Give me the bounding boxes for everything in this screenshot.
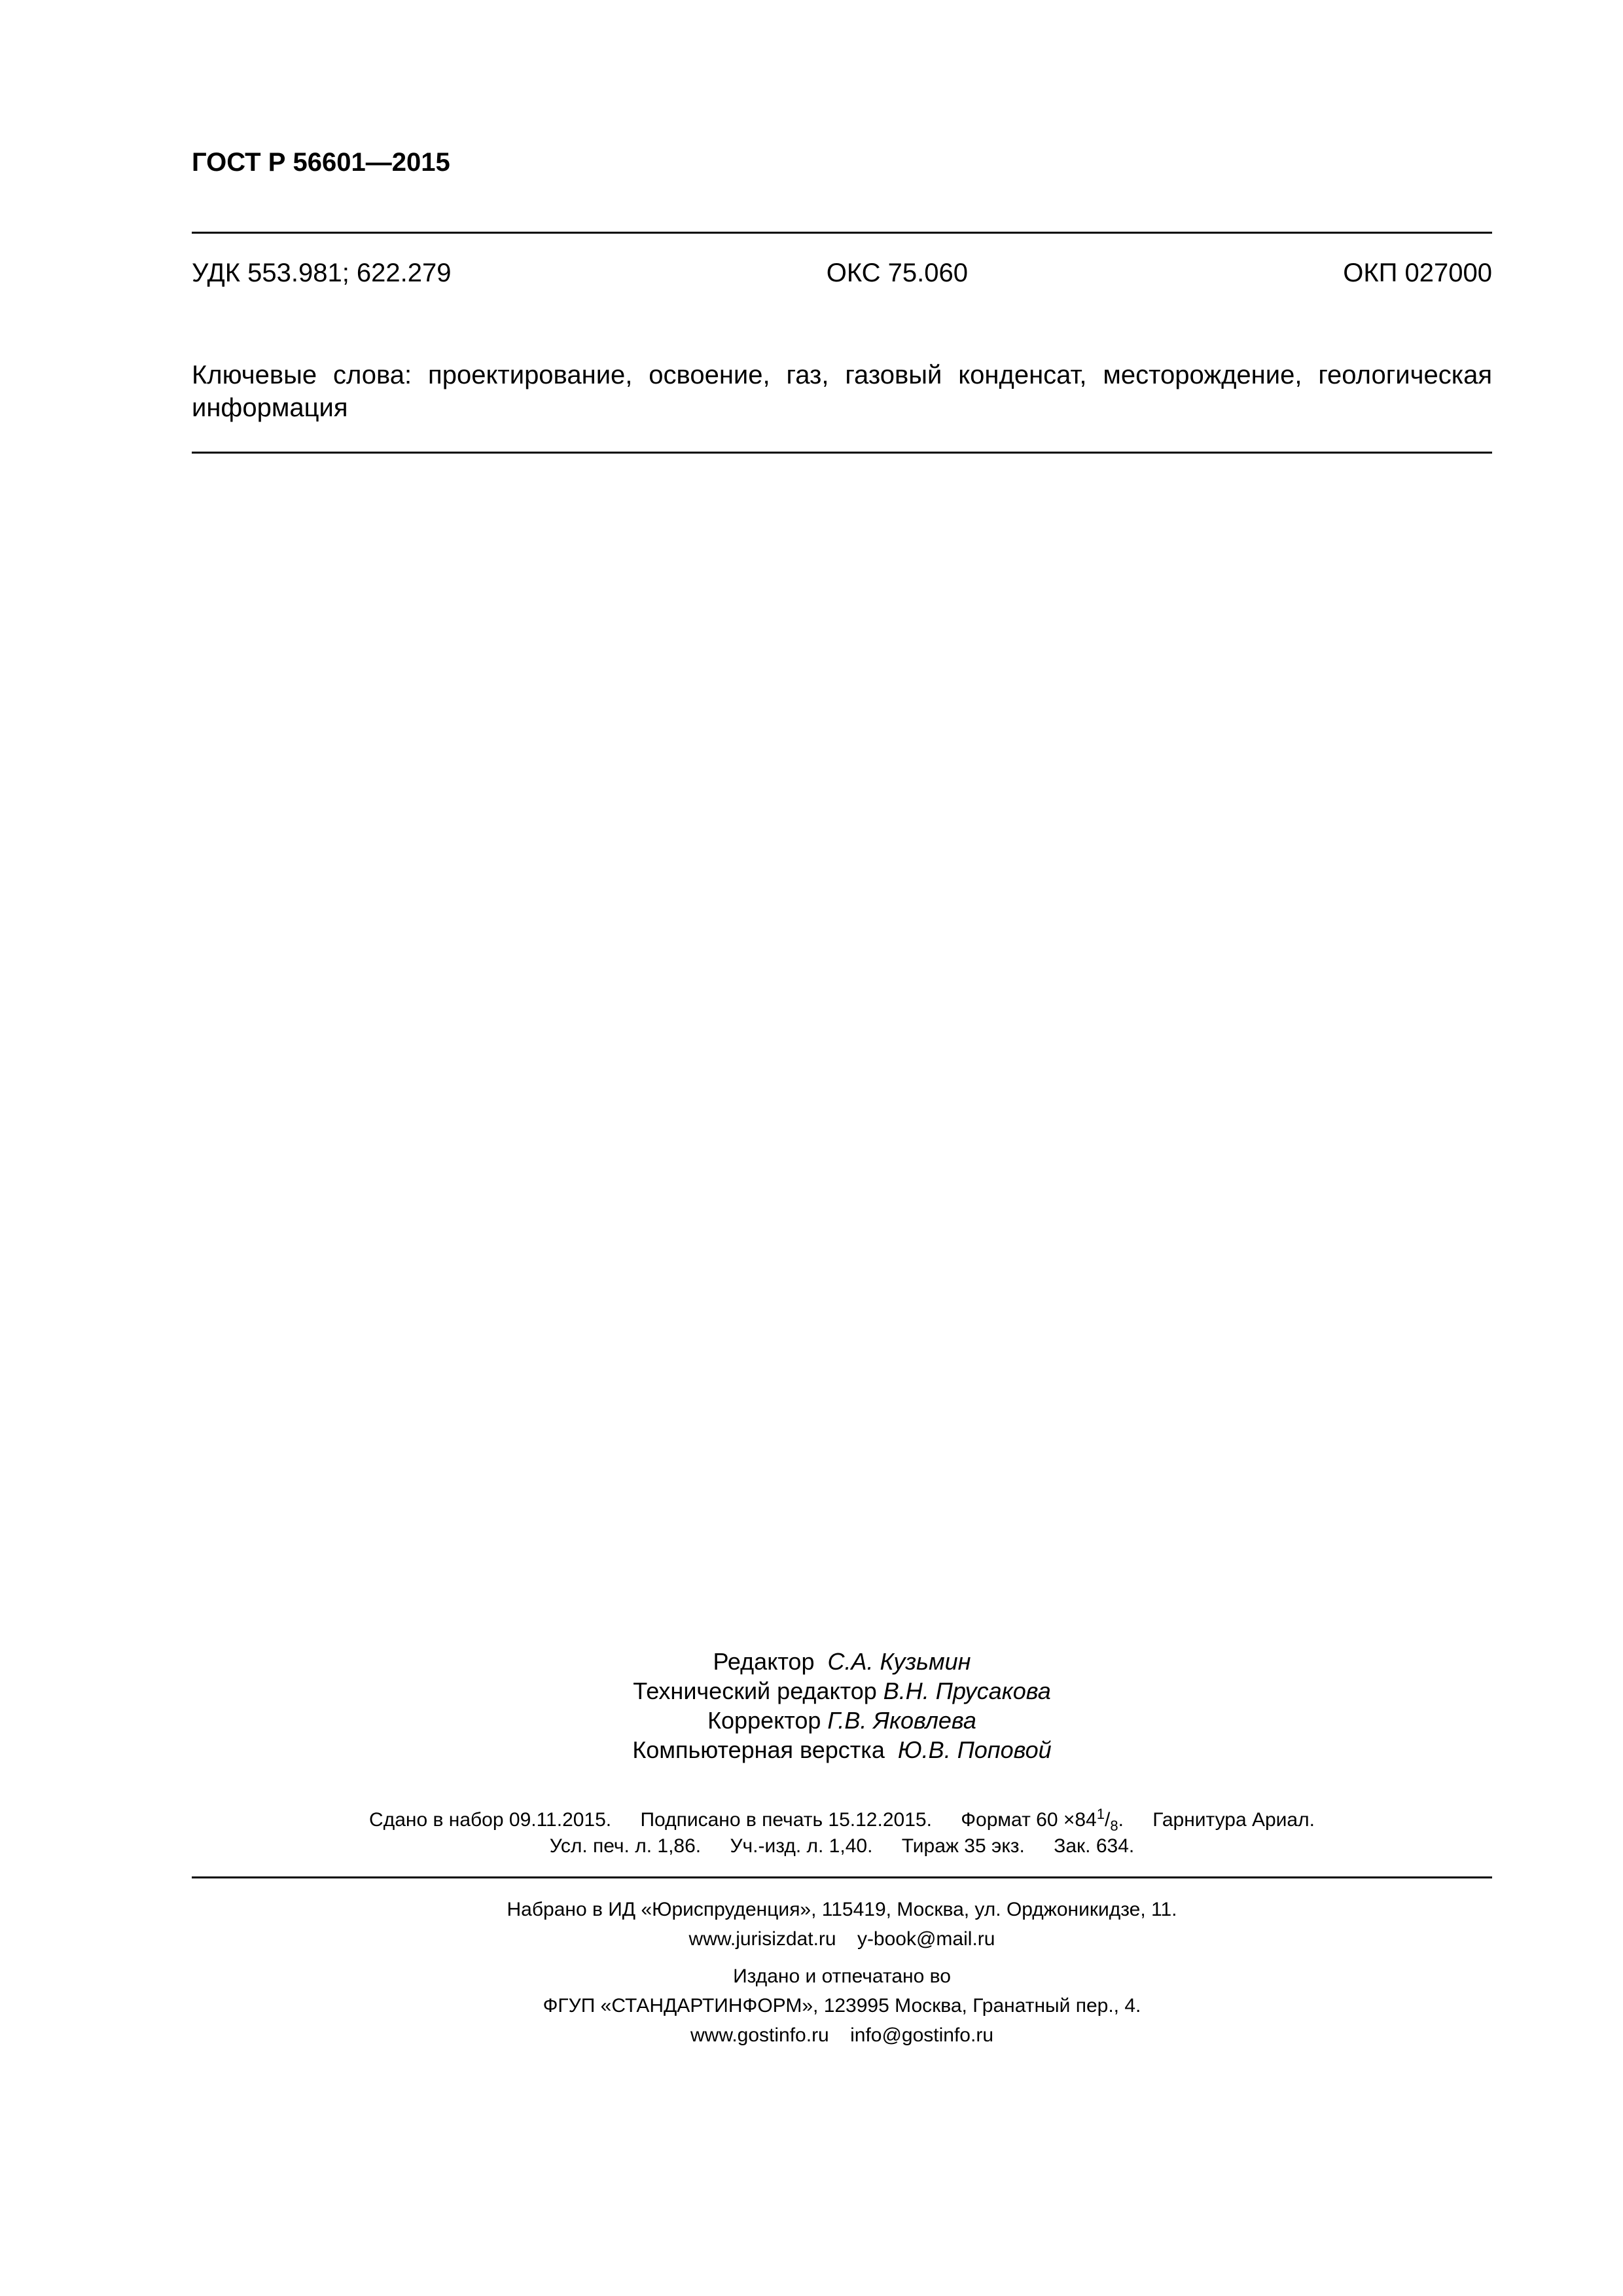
format-prefix: Формат 60 ×84 — [961, 1809, 1097, 1831]
typeface: Гарнитура Ариал. — [1152, 1809, 1315, 1831]
circulation: Тираж 35 экз. — [901, 1835, 1025, 1857]
oks-code: ОКС 75.060 — [826, 259, 969, 287]
printer-site-link[interactable]: www.gostinfo.ru — [690, 2024, 829, 2046]
staff-line-tech-editor — [192, 1676, 1492, 1706]
okp-code: ОКП 027000 — [1343, 259, 1492, 287]
printer-email-link[interactable]: info@gostinfo.ru — [850, 2024, 993, 2046]
staff-line-editor — [192, 1647, 1492, 1676]
typeset-email-link[interactable]: y-book@mail.ru — [857, 1928, 995, 1950]
order-number: Зак. 634. — [1054, 1835, 1135, 1857]
keywords-divider — [192, 452, 1492, 454]
format-suffix: . — [1118, 1809, 1124, 1831]
staff-line-corrector — [192, 1706, 1492, 1735]
classification-codes — [192, 257, 1492, 289]
udk-code: УДК 553.981; 622.279 — [192, 259, 452, 287]
typeset-site-link[interactable]: www.jurisizdat.ru — [688, 1928, 836, 1950]
keywords-paragraph: Ключевые слова: проектирование, освоение, газ, газовый конденсат, месторождение, геологическая информация — [192, 361, 1492, 422]
format-slash: / — [1105, 1809, 1111, 1831]
format-denominator: 8 — [1110, 1818, 1118, 1834]
editorial-staff — [192, 1647, 1492, 1765]
staff-name: Ю.В. Поповой — [897, 1736, 1052, 1763]
signed-date: Подписано в печать 15.12.2015. — [640, 1809, 932, 1831]
printed-label: Издано и отпечатано во — [733, 1965, 951, 1987]
top-divider — [192, 232, 1492, 234]
staff-line-layout — [192, 1735, 1492, 1765]
print-sheets: Усл. печ. л. 1,86. — [549, 1835, 702, 1857]
print-info-line-2 — [192, 1835, 1492, 1858]
staff-role: Редактор — [713, 1648, 815, 1675]
format-numerator: 1 — [1096, 1806, 1105, 1822]
staff-name: В.Н. Прусакова — [883, 1677, 1051, 1704]
print-info-line-1 — [192, 1803, 1492, 1838]
typeset-by: Набрано в ИД «Юриспруденция», 115419, Москва, ул. Орджоникидзе, 11. — [507, 1899, 1177, 1920]
printer-contacts — [192, 2020, 1492, 2050]
submitted-date: Сдано в набор 09.11.2015. — [369, 1809, 612, 1831]
staff-name: Г.В. Яковлева — [827, 1707, 976, 1734]
typeset-contacts — [192, 1924, 1492, 1954]
document-title: ГОСТ Р 56601—2015 — [192, 148, 450, 177]
printer-address: ФГУП «СТАНДАРТИНФОРМ», 123995 Москва, Гранатный пер., 4. — [543, 1995, 1141, 2017]
paper-format — [961, 1806, 1124, 1834]
publisher-imprint — [192, 1895, 1492, 2050]
imprint-divider — [192, 1876, 1492, 1878]
staff-role: Технический редактор — [633, 1677, 877, 1704]
staff-role: Компьютерная верстка — [632, 1736, 885, 1763]
staff-role: Корректор — [707, 1707, 821, 1734]
publisher-sheets: Уч.-изд. л. 1,40. — [730, 1835, 873, 1857]
staff-name: С.А. Кузьмин — [827, 1648, 971, 1675]
